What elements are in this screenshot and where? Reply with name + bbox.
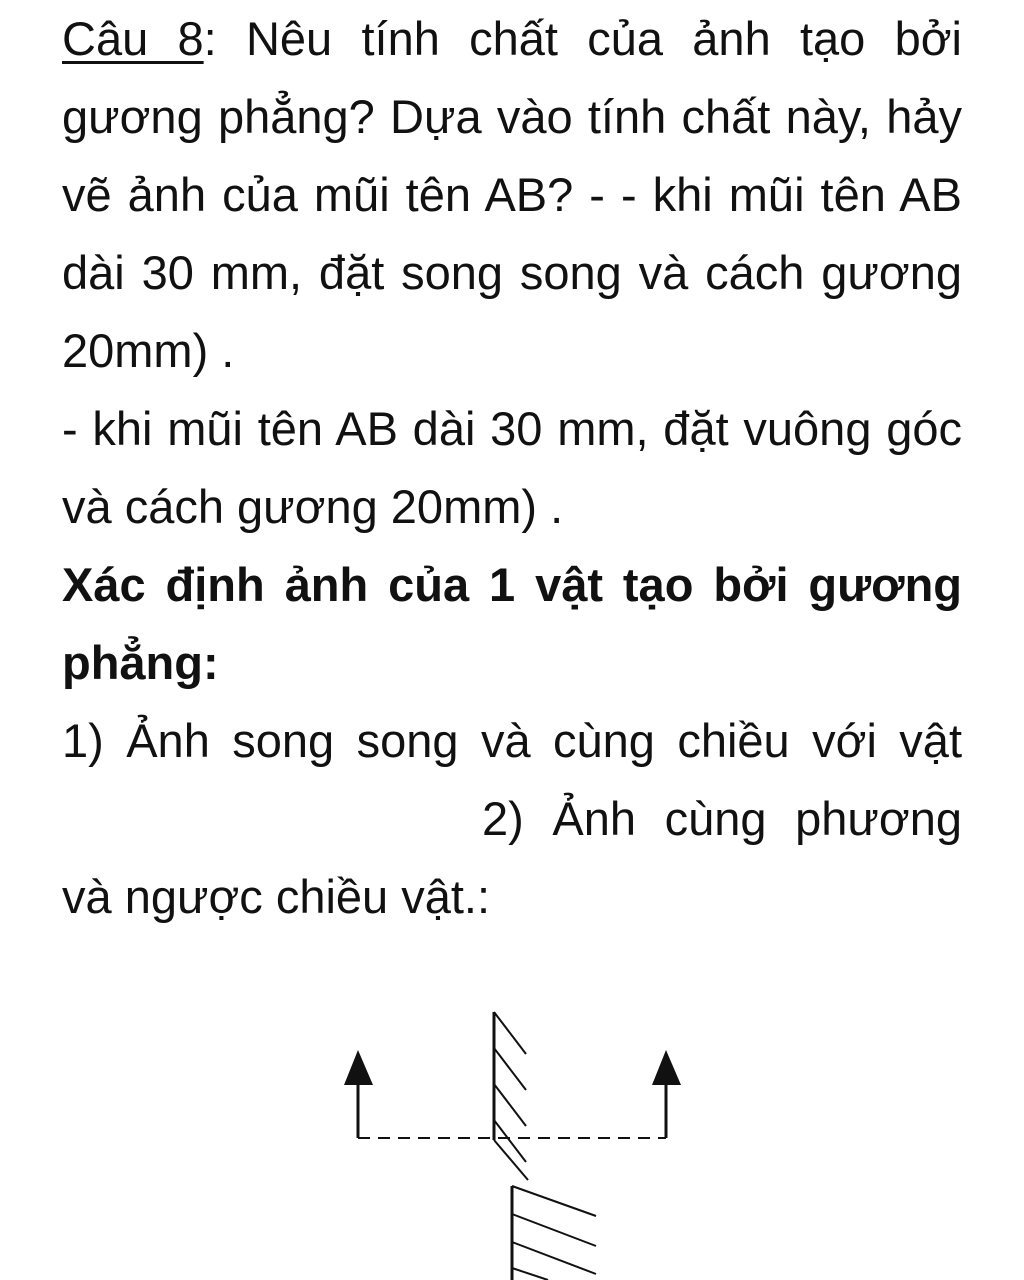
document-body — [62, 0, 962, 936]
answer-item-2: 2) Ảnh cùng phương và ngược chiều vật.: — [62, 792, 962, 923]
perpendicular-case: - khi mũi tên AB dài 30 mm, đặt vuông góc và cách gương 20mm) . — [62, 402, 962, 533]
question-text: : Nêu tính chất của ảnh tạo bởi gương phẳng? Dựa vào tính chất này, hảy vẽ ảnh của mũi tên AB? - - khi mũi tên AB dài 30 mm, đặt song song và cách gương 20mm) . — [62, 12, 962, 377]
lower-mirror — [512, 1186, 596, 1280]
upper-mirror — [494, 1012, 528, 1180]
question-label: Câu 8 — [62, 12, 204, 65]
answer-item-1: 1) Ảnh song song và cùng chiều với vật — [62, 714, 962, 767]
object-arrow — [344, 1050, 373, 1138]
question-paragraph — [62, 0, 962, 390]
image-arrow — [652, 1050, 681, 1138]
answer-items — [62, 702, 962, 936]
mirror-diagram — [0, 990, 1024, 1280]
answer-heading: Xác định ảnh của 1 vật tạo bởi gương phẳng: — [62, 558, 962, 689]
